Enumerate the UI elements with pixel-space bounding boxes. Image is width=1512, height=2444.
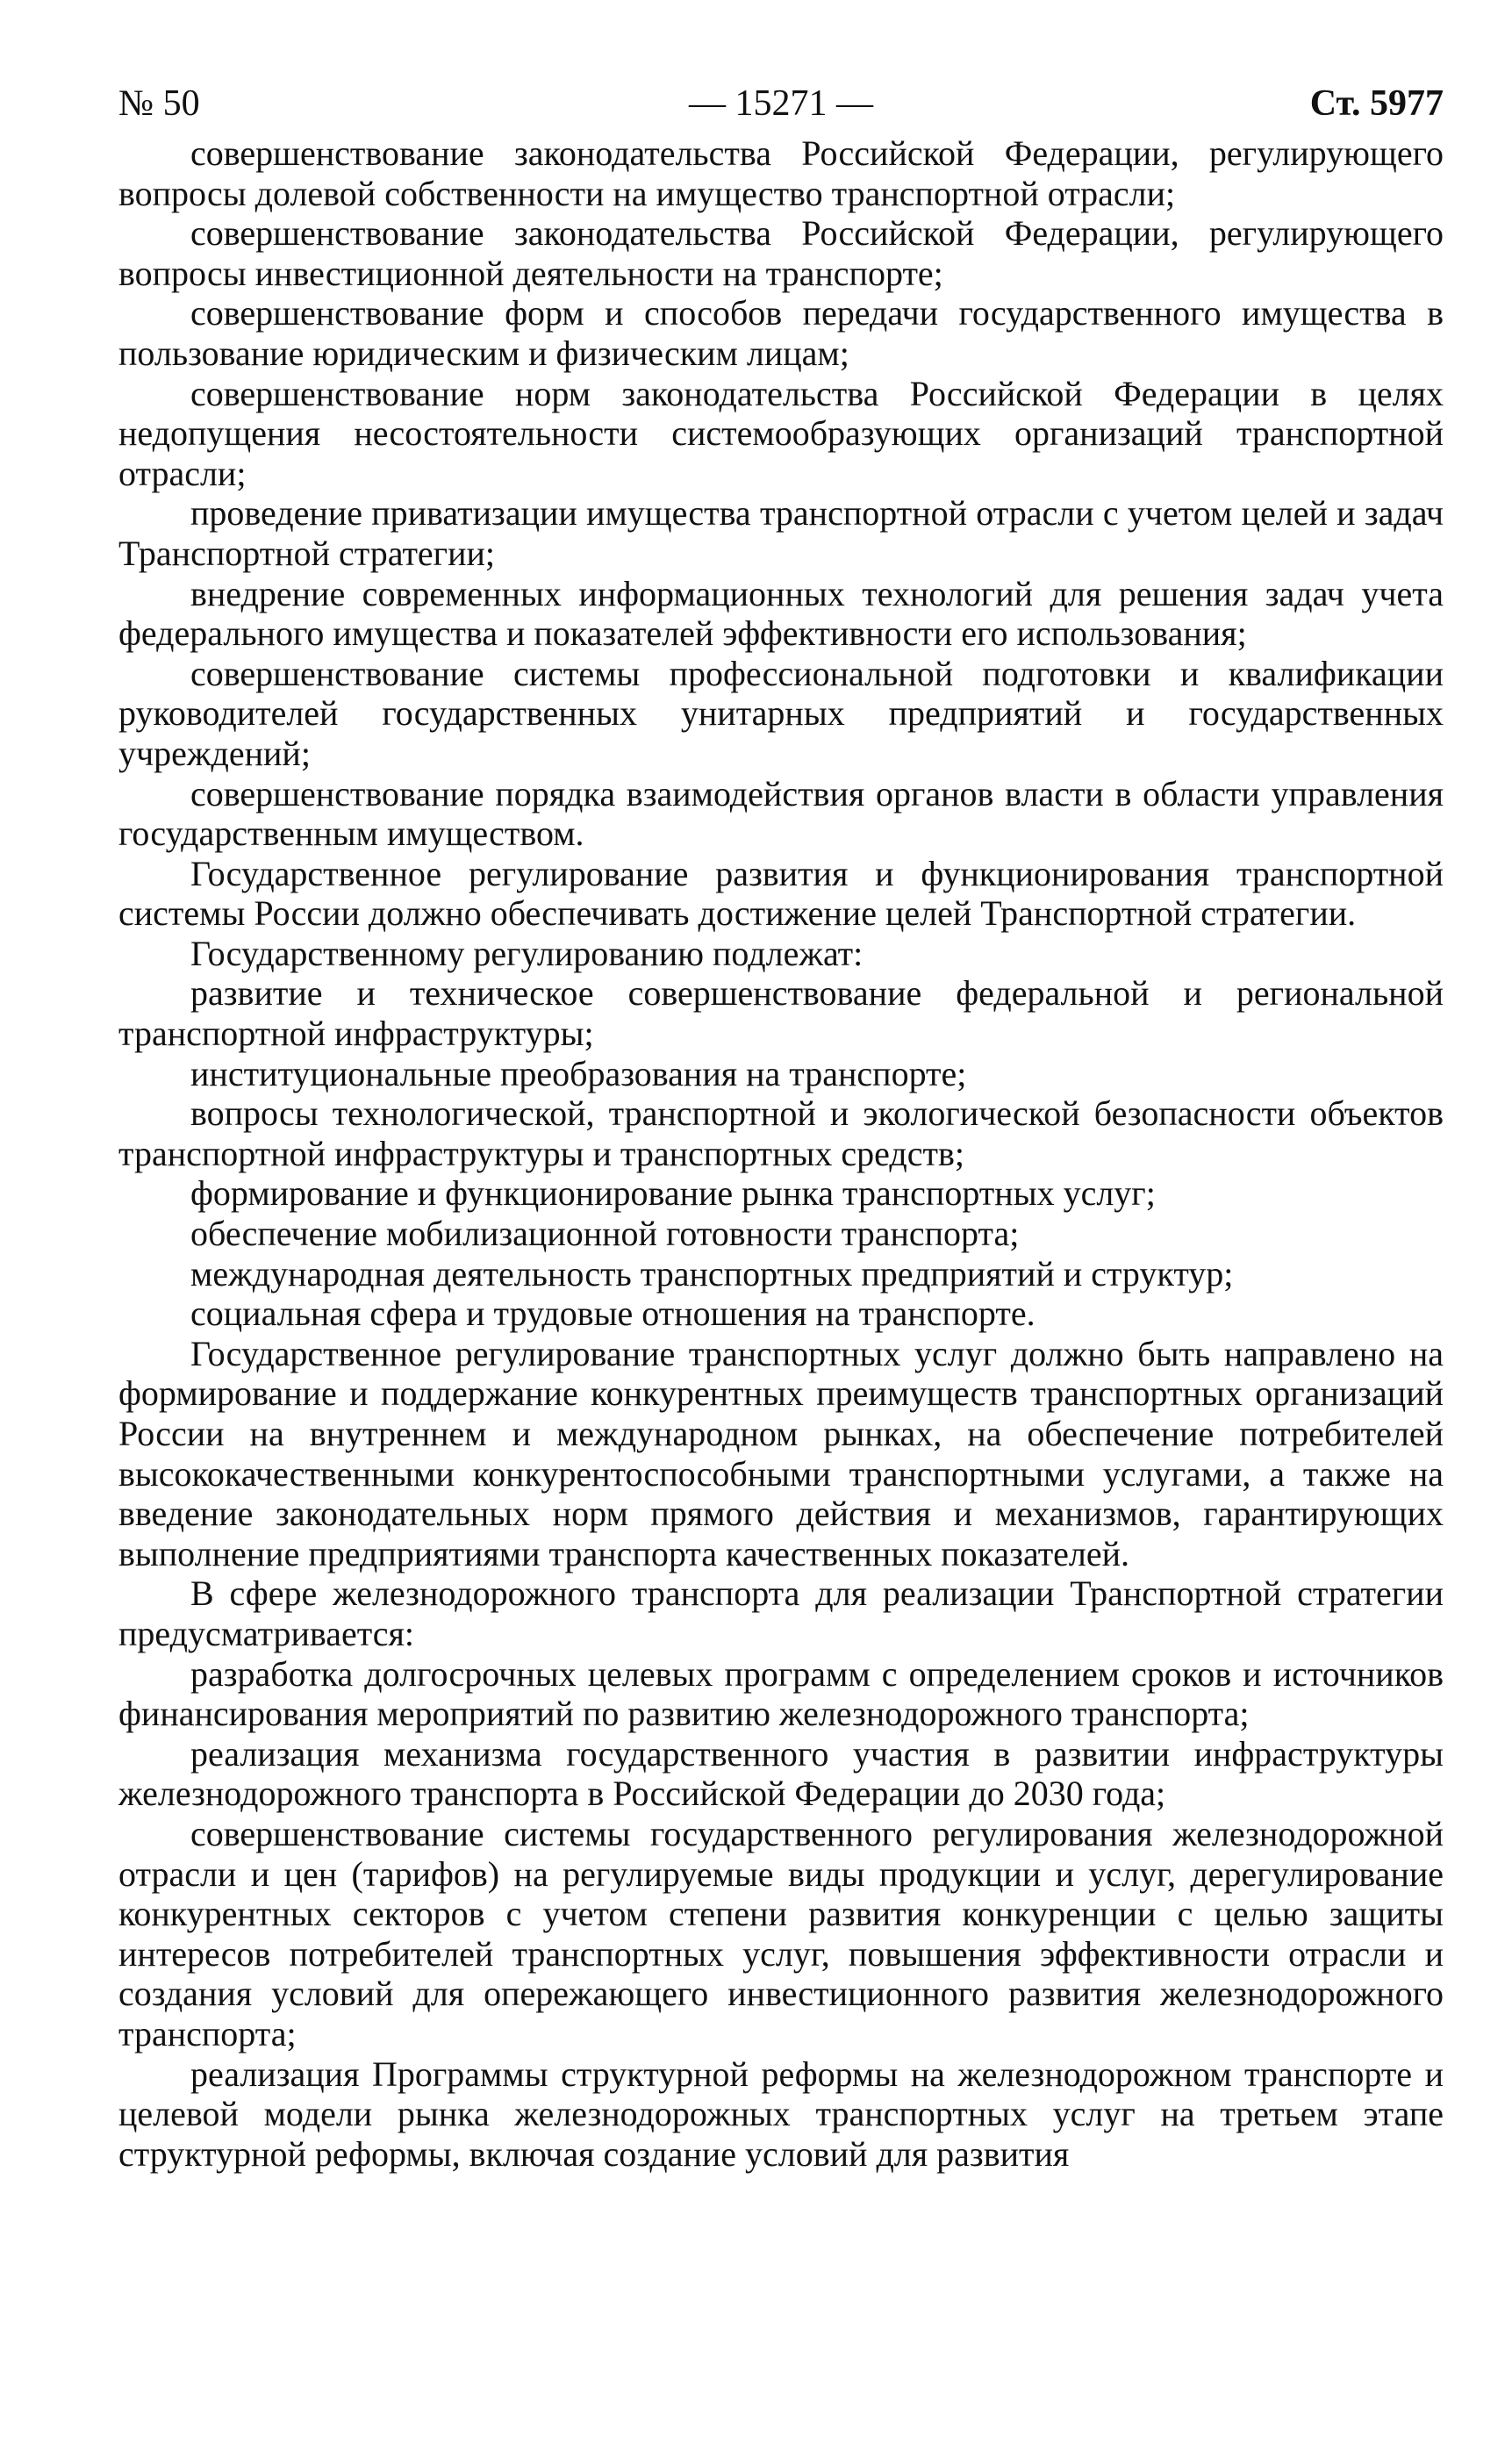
paragraph: международная деятельность транспортных предприятий и структур;	[190, 1253, 1234, 1294]
paragraph: реализация механизма государственного участия в развитии инфраструктуры железнодорожного транспорта в Российской Федерации до 2030 года;	[118, 1733, 1444, 1814]
paragraph: реализация Программы структурной реформы на железнодорожном транспорте и целевой модели рынка железнодорожных транспортных услуг на третьем этапе структурной реформы, включая создание условий для развития	[118, 2053, 1444, 2174]
paragraph: обеспечение мобилизационной готовности транспорта;	[190, 1214, 1020, 1254]
paragraph: вопросы технологической, транспортной и экологической безопасности объектов транспортной инфраструктуры и транспортных средств;	[118, 1093, 1444, 1173]
paragraph: Государственное регулирование развития и функционирования транспортной системы России должно обеспечивать достижение целей Транспортной стратегии.	[118, 853, 1444, 934]
paragraph: социальная сфера и трудовые отношения на транспорте.	[190, 1294, 1035, 1334]
page-header	[118, 77, 1444, 133]
paragraph: формирование и функционирование рынка транспортных услуг;	[190, 1173, 1156, 1214]
paragraph: развитие и техническое совершенствование федеральной и региональной транспортной инфраструктуры;	[118, 973, 1444, 1054]
paragraph: В сфере железнодорожного транспорта для реализации Транспортной стратегии предусматривается:	[118, 1573, 1444, 1653]
paragraph: институциональные преобразования на транспорте;	[190, 1053, 967, 1093]
document-body	[118, 133, 1444, 2174]
paragraph: совершенствование законодательства Российской Федерации, регулирующего вопросы долевой собственности на имущество транспортной отрасли;	[118, 133, 1444, 213]
paragraph: совершенствование порядка взаимодействия органов власти в области управления государственным имуществом.	[118, 773, 1444, 854]
paragraph: совершенствование норм законодательства Российской Федерации в целях недопущения несостоятельности системообразующих организаций транспортной отрасли;	[118, 373, 1444, 493]
document-page	[118, 77, 1444, 2174]
paragraph: совершенствование форм и способов передачи государственного имущества в пользование юридическим и физическим лицам;	[118, 293, 1444, 373]
paragraph: проведение приватизации имущества транспортной отрасли с учетом целей и задач Транспортной стратегии;	[118, 493, 1444, 573]
paragraph: совершенствование системы профессиональной подготовки и квалификации руководителей государственных унитарных предприятий и государственных учреждений;	[118, 653, 1444, 773]
paragraph: внедрение современных информационных технологий для решения задач учета федерального имущества и показателей эффективности его использования;	[118, 573, 1444, 654]
paragraph: совершенствование законодательства Российской Федерации, регулирующего вопросы инвестиционной деятельности на транспорте;	[118, 213, 1444, 293]
article-number: Ст. 5977	[1309, 83, 1444, 124]
paragraph: Государственное регулирование транспортных услуг должно быть направлено на формирование и поддержание конкурентных преимуществ транспортных организаций России на внутреннем и международном рынках, на обеспечение потребителей высококачественными конкурентоспособными транспортными услугами, а также на введение законодательных норм прямого действия и механизмов, гарантирующих выполнение предприятиями транспорта качественных показателей.	[118, 1333, 1444, 1573]
page-number: — 15271 —	[689, 83, 873, 124]
issue-number: № 50	[118, 83, 200, 124]
paragraph: совершенствование системы государственного регулирования железнодорожной отрасли и цен (тарифов) на регулируемые виды продукции и услуг, дерегулирование конкурентных секторов с учетом степени развития конкуренции с целью защиты интересов потребителей транспортных услуг, повышения эффективности отрасли и создания условий для опережающего инвестиционного развития железнодорожного транспорта;	[118, 1813, 1444, 2053]
paragraph: Государственному регулированию подлежат:	[190, 933, 863, 973]
paragraph: разработка долгосрочных целевых программ с определением сроков и источников финансирования мероприятий по развитию железнодорожного транспорта;	[118, 1653, 1444, 1734]
